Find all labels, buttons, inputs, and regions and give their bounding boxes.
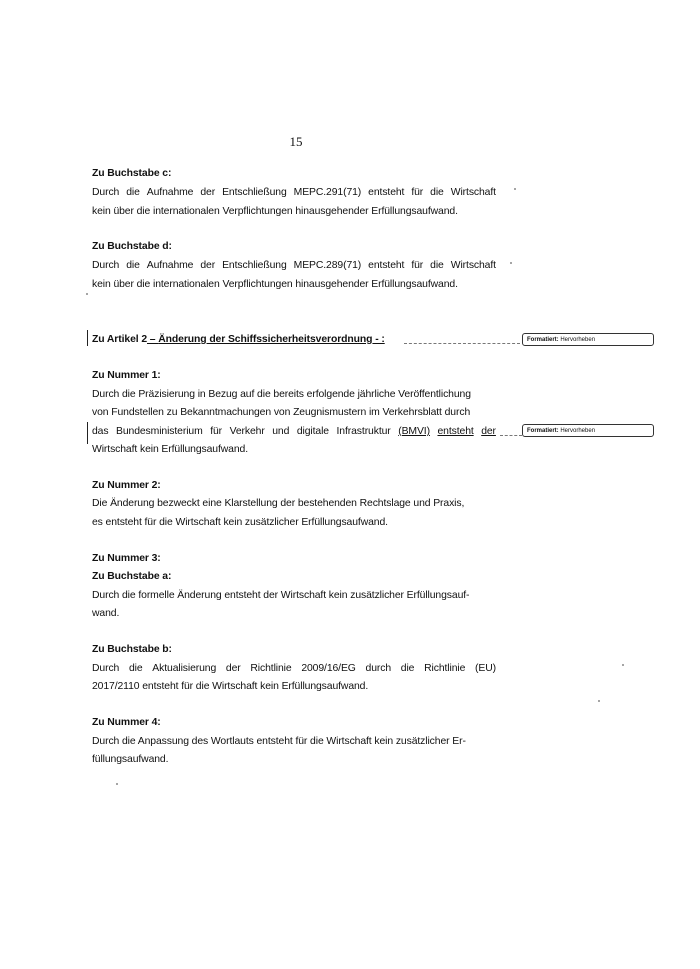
word: Entschließung (222, 260, 287, 271)
paragraph-n1-line-1: Durch die Präzisierung in Bezug auf die bereits erfolgende jährliche Veröffentlichung (92, 389, 471, 400)
paragraph-n1-line-4: Wirtschaft kein Erfüllungsaufwand. (92, 444, 248, 455)
word: die (400, 663, 415, 674)
word: der (200, 260, 216, 271)
comment-leader-line (500, 435, 522, 436)
word: Aufnahme (146, 260, 194, 271)
artikel-2-title: Änderung der Schiffssicherheitsverordnung (158, 334, 373, 345)
word: Verkehr (229, 426, 265, 437)
word: Bundesministerium (116, 426, 203, 437)
word: durch (365, 663, 392, 674)
scan-speck (514, 188, 516, 190)
heading-nummer-2: Zu Nummer 2: (92, 480, 161, 491)
word: das (92, 426, 109, 437)
paragraph-n1-line-2: von Fundstellen zu Bekanntmachungen von Zeugnismustern im Verkehrsblatt durch (92, 407, 471, 418)
word: (BMVI) (398, 426, 430, 437)
scan-speck (86, 293, 88, 295)
word: Aufnahme (146, 187, 194, 198)
word: entsteht (368, 260, 405, 271)
paragraph-n3a-line-1: Durch die formelle Änderung entsteht der Wirtschaft kein zusätzlicher Erfüllungsauf- (92, 590, 470, 601)
scan-speck (116, 783, 118, 785)
paragraph-n2-line-1: Die Änderung bezweckt eine Klarstellung der bestehenden Rechtslage und Praxis, (92, 498, 465, 509)
artikel-2-prefix: Zu Artikel 2 (92, 334, 147, 345)
change-bar (87, 422, 88, 444)
paragraph-d-line-2: kein über die internationalen Verpflichtungen hinausgehender Erfüllungsaufwand. (92, 279, 458, 290)
word: Wirtschaft (450, 187, 496, 198)
heading-nummer-4: Zu Nummer 4: (92, 717, 161, 728)
word: der (225, 663, 241, 674)
word: MEPC.291(71) (293, 187, 362, 198)
word: entsteht (368, 187, 405, 198)
comment-label: Formatiert: (527, 337, 559, 343)
word: der (481, 426, 496, 437)
heading-artikel-2 (92, 333, 385, 346)
scan-speck (622, 664, 624, 666)
word: Durch (92, 260, 120, 271)
word: die (430, 187, 444, 198)
word: und (272, 426, 290, 437)
word: für (210, 426, 223, 437)
comment-leader-line (404, 343, 520, 344)
comment-value: Hervorheben (560, 428, 596, 434)
comment-value: Hervorheben (560, 337, 596, 343)
word: entsteht (437, 426, 474, 437)
word: digitale (296, 426, 329, 437)
word: die (430, 260, 444, 271)
heading-buchstabe-c: Zu Buchstabe c: (92, 168, 172, 179)
paragraph-n1-line-3 (92, 425, 496, 438)
artikel-2-suffix: - : (372, 334, 385, 345)
heading-n3-buchstabe-a: Zu Buchstabe a: (92, 571, 172, 582)
word: MEPC.289(71) (293, 260, 362, 271)
word: Durch (92, 663, 120, 674)
word: Richtlinie (250, 663, 292, 674)
comment-balloon[interactable] (522, 333, 654, 346)
word: der (200, 187, 216, 198)
word: die (128, 663, 143, 674)
word: Entschließung (222, 187, 287, 198)
paragraph-c-line-1 (92, 186, 496, 199)
heading-nummer-1: Zu Nummer 1: (92, 370, 161, 381)
paragraph-n3b-line-2: 2017/2110 entsteht für die Wirtschaft kein Erfüllungsaufwand. (92, 681, 369, 692)
paragraph-n4-line-2: füllungsaufwand. (92, 754, 169, 765)
word: 2009/16/EG (301, 663, 356, 674)
paragraph-n3b-line-1 (92, 662, 496, 675)
word: die (126, 187, 140, 198)
page-number: 15 (289, 134, 303, 149)
scan-speck (510, 262, 512, 264)
word: Infrastruktur (336, 426, 391, 437)
word: Durch (92, 187, 120, 198)
artikel-2-dash: – (147, 334, 159, 345)
heading-buchstabe-d: Zu Buchstabe d: (92, 241, 172, 252)
paragraph-n4-line-1: Durch die Anpassung des Wortlauts entsteht für die Wirtschaft kein zusätzlicher Er- (92, 736, 466, 747)
word: für (411, 260, 424, 271)
heading-n3-buchstabe-b: Zu Buchstabe b: (92, 644, 172, 655)
comment-balloon[interactable] (522, 424, 654, 437)
word: die (126, 260, 140, 271)
paragraph-d-line-1 (92, 259, 496, 272)
word: Aktualisierung (152, 663, 217, 674)
word: Wirtschaft (450, 260, 496, 271)
word: (EU) (475, 663, 496, 674)
word: für (411, 187, 424, 198)
word: Richtlinie (424, 663, 466, 674)
heading-nummer-3: Zu Nummer 3: (92, 553, 161, 564)
change-bar (87, 330, 88, 346)
paragraph-n3a-line-2: wand. (92, 608, 120, 619)
comment-label: Formatiert: (527, 428, 559, 434)
paragraph-c-line-2: kein über die internationalen Verpflichtungen hinausgehender Erfüllungsaufwand. (92, 206, 458, 217)
paragraph-n2-line-2: es entsteht für die Wirtschaft kein zusätzlicher Erfüllungsaufwand. (92, 517, 388, 528)
scan-speck (598, 700, 600, 702)
